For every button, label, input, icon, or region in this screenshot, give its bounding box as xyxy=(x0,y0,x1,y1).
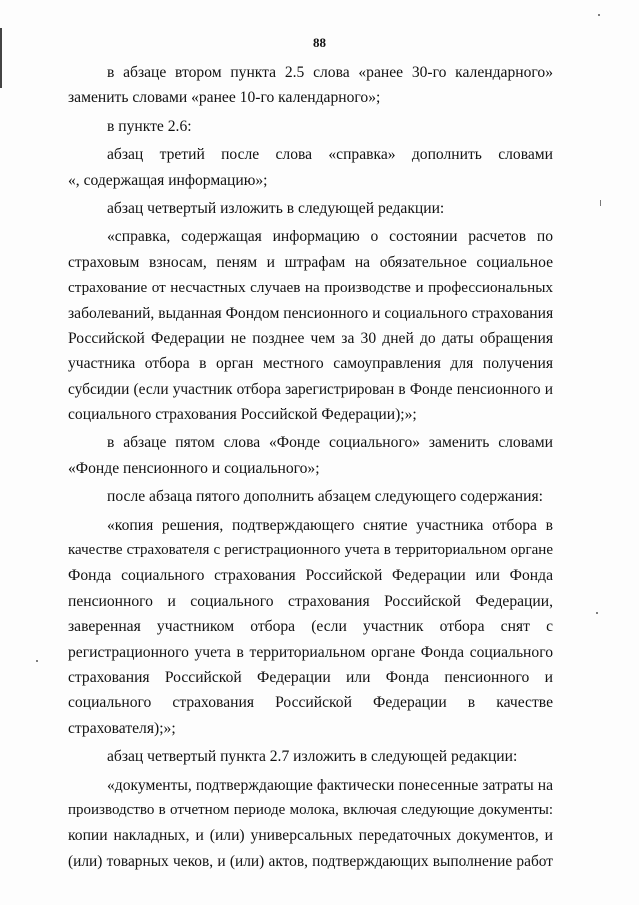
text-line: «, содержащая информацию»; xyxy=(68,171,268,189)
text-line: Фонда социального страхования Российской Федерации или Фонда xyxy=(68,567,553,585)
text-line: абзац четвертый пункта 2.7 изложить в следующей редакции: xyxy=(107,748,518,766)
text-line: страхователя);»; xyxy=(68,719,176,737)
text-line: заверенная участником отбора (если участник отбора снят с xyxy=(68,618,553,636)
document-body xyxy=(68,60,553,874)
text-line: абзац третий после слова «справка» дополнить словами xyxy=(107,146,553,164)
text-line: в абзаце втором пункта 2.5 слова «ранее 30-го календарного» xyxy=(107,64,553,81)
text-line: социального страхования Российской Федерации в качестве xyxy=(68,694,553,712)
text-line: «копия решения, подтверждающего снятие участника отбора в xyxy=(107,516,553,534)
text-line: после абзаца пятого дополнить абзацем следующего содержания: xyxy=(107,488,543,506)
text-line: абзац четвертый изложить в следующей редакции: xyxy=(107,199,445,217)
text-line: в абзаце пятом слова «Фонде социального» заменить словами xyxy=(107,434,553,452)
text-line: «Фонде пенсионного и социального»; xyxy=(68,459,320,477)
scan-speck xyxy=(600,200,601,206)
text-line: субсидии (если участник отбора зарегистрирован в Фонде пенсионного и xyxy=(68,380,553,398)
text-line: копии накладных, и (или) универсальных передаточных документов, и xyxy=(68,827,553,845)
scan-speck xyxy=(596,612,598,614)
scan-speck xyxy=(598,14,600,16)
scan-speck xyxy=(36,660,38,662)
text-line: «документы, подтверждающие фактически понесенные затраты на xyxy=(107,776,553,794)
text-line: Российской Федерации не позднее чем за 30 дней до даты обращения xyxy=(68,329,553,347)
page-number: 88 xyxy=(313,35,326,50)
text-line: участника отбора в орган местного самоуправления для получения xyxy=(68,355,553,373)
text-line: заболеваний, выданная Фондом пенсионного и социального страхования xyxy=(68,304,554,322)
text-line: (или) товарных чеков, и (или) актов, подтверждающих выполнение работ xyxy=(68,852,553,870)
text-line: страхование от несчастных случаев на производстве и профессиональных xyxy=(68,279,553,297)
text-line: заменить словами «ранее 10-го календарного»; xyxy=(68,89,381,107)
text-line: социального страхования Российской Федерации);»; xyxy=(68,406,417,424)
text-line: страховым взносам, пеням и штрафам на обязательное социальное xyxy=(68,253,553,271)
text-line: в пункте 2.6: xyxy=(107,117,192,135)
text-line: страхования Российской Федерации или Фонда пенсионного и xyxy=(68,668,553,686)
text-line: регистрационного учета в территориальном органе Фонда социального xyxy=(68,643,553,661)
text-line: пенсионного и социального страхования Российской Федерации, xyxy=(68,592,553,610)
text-line: «справка, содержащая информацию о состоянии расчетов по xyxy=(107,228,553,246)
text-line: качестве страхователя с регистрационного учета в территориальном органе xyxy=(68,542,553,559)
text-line: производство в отчетном периоде молока, включая следующие документы: xyxy=(68,801,553,818)
